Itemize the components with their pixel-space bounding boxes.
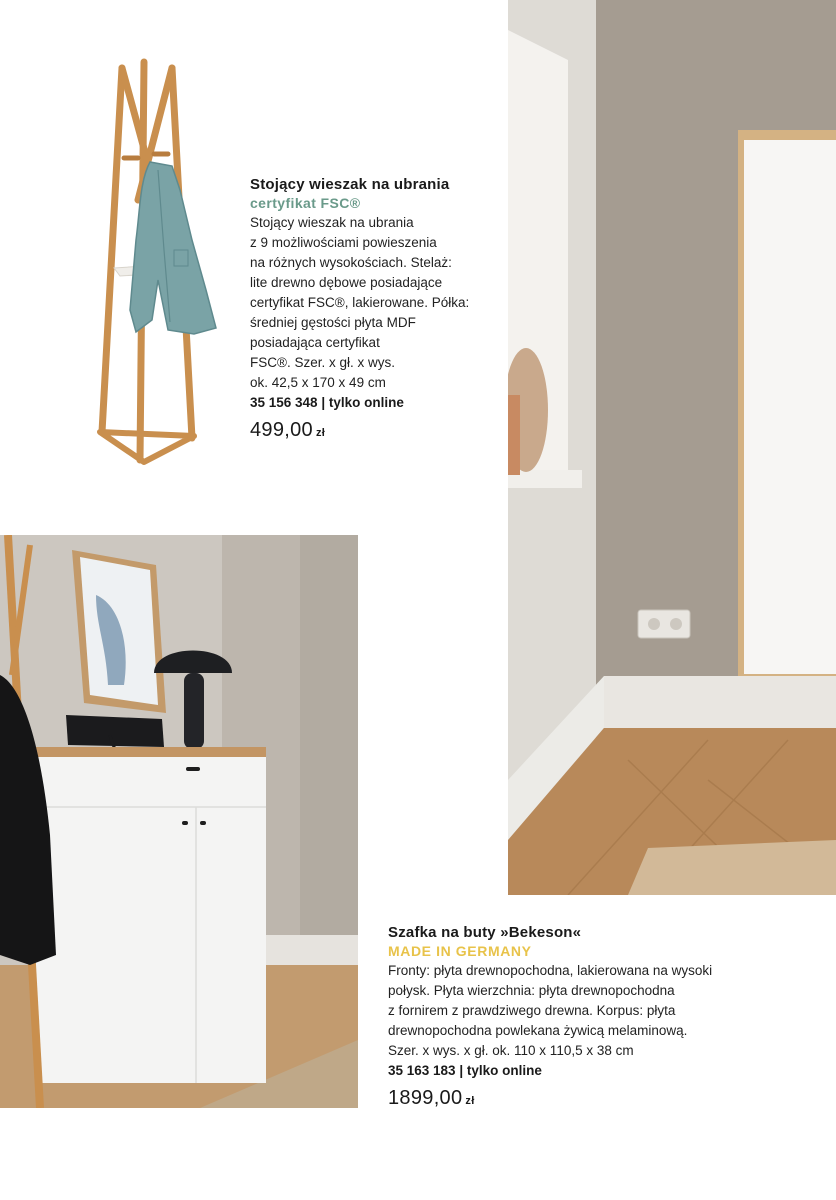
description-line: z 9 możliwościami powieszenia — [250, 235, 437, 250]
price-currency: zł — [465, 1095, 475, 1107]
description-line: drewnopochodna powlekana żywicą melaminową. — [388, 1023, 688, 1038]
shoe-cabinet-photo — [0, 535, 358, 1108]
description-line: posiadająca certyfikat — [250, 335, 380, 350]
fsc-badge: certyfikat FSC® — [250, 195, 361, 211]
description-line: Fronty: płyta drewnopochodna, lakierowana na wysoki — [388, 963, 713, 978]
product-price — [388, 1087, 808, 1110]
price-currency: zł — [315, 427, 326, 439]
coat-stand-info — [250, 176, 500, 442]
description-line: lite drewno dębowe posiadające — [250, 275, 443, 290]
description-line: FSC®. Szer. x gł. x wys. — [250, 355, 395, 370]
made-in-germany-badge: MADE IN GERMANY — [388, 943, 532, 959]
room-photo — [508, 0, 836, 895]
description-line: ok. 42,5 x 170 x 49 cm — [250, 375, 386, 390]
description-line: Stojący wieszak na ubrania — [250, 215, 414, 230]
product-code: 35 156 348 | tylko online — [250, 395, 404, 410]
product-code: 35 163 183 | tylko online — [388, 1063, 542, 1078]
price-value: 1899,00 — [388, 1087, 463, 1109]
product-price — [250, 419, 500, 442]
description-line: na różnych wysokościach. Stelaż: — [250, 255, 452, 270]
description-line: średniej gęstości płyta MDF — [250, 315, 416, 330]
description-line: certyfikat FSC®, lakierowane. Półka: — [250, 295, 470, 310]
product-title: Szafka na buty »Bekeson« — [388, 924, 582, 941]
price-value: 499,00 — [250, 419, 313, 441]
product-description — [388, 961, 808, 1061]
description-line: Szer. x wys. x gł. ok. 110 x 110,5 x 38 cm — [388, 1043, 634, 1058]
shoe-cabinet-info — [388, 924, 808, 1110]
coat-stand-image — [80, 50, 230, 480]
description-line: z fornirem z prawdziwego drewna. Korpus: płyta — [388, 1003, 676, 1018]
product-description — [250, 213, 500, 393]
description-line: połysk. Płyta wierzchnia: płyta drewnopochodna — [388, 983, 675, 998]
product-title: Stojący wieszak na ubrania — [250, 176, 450, 193]
